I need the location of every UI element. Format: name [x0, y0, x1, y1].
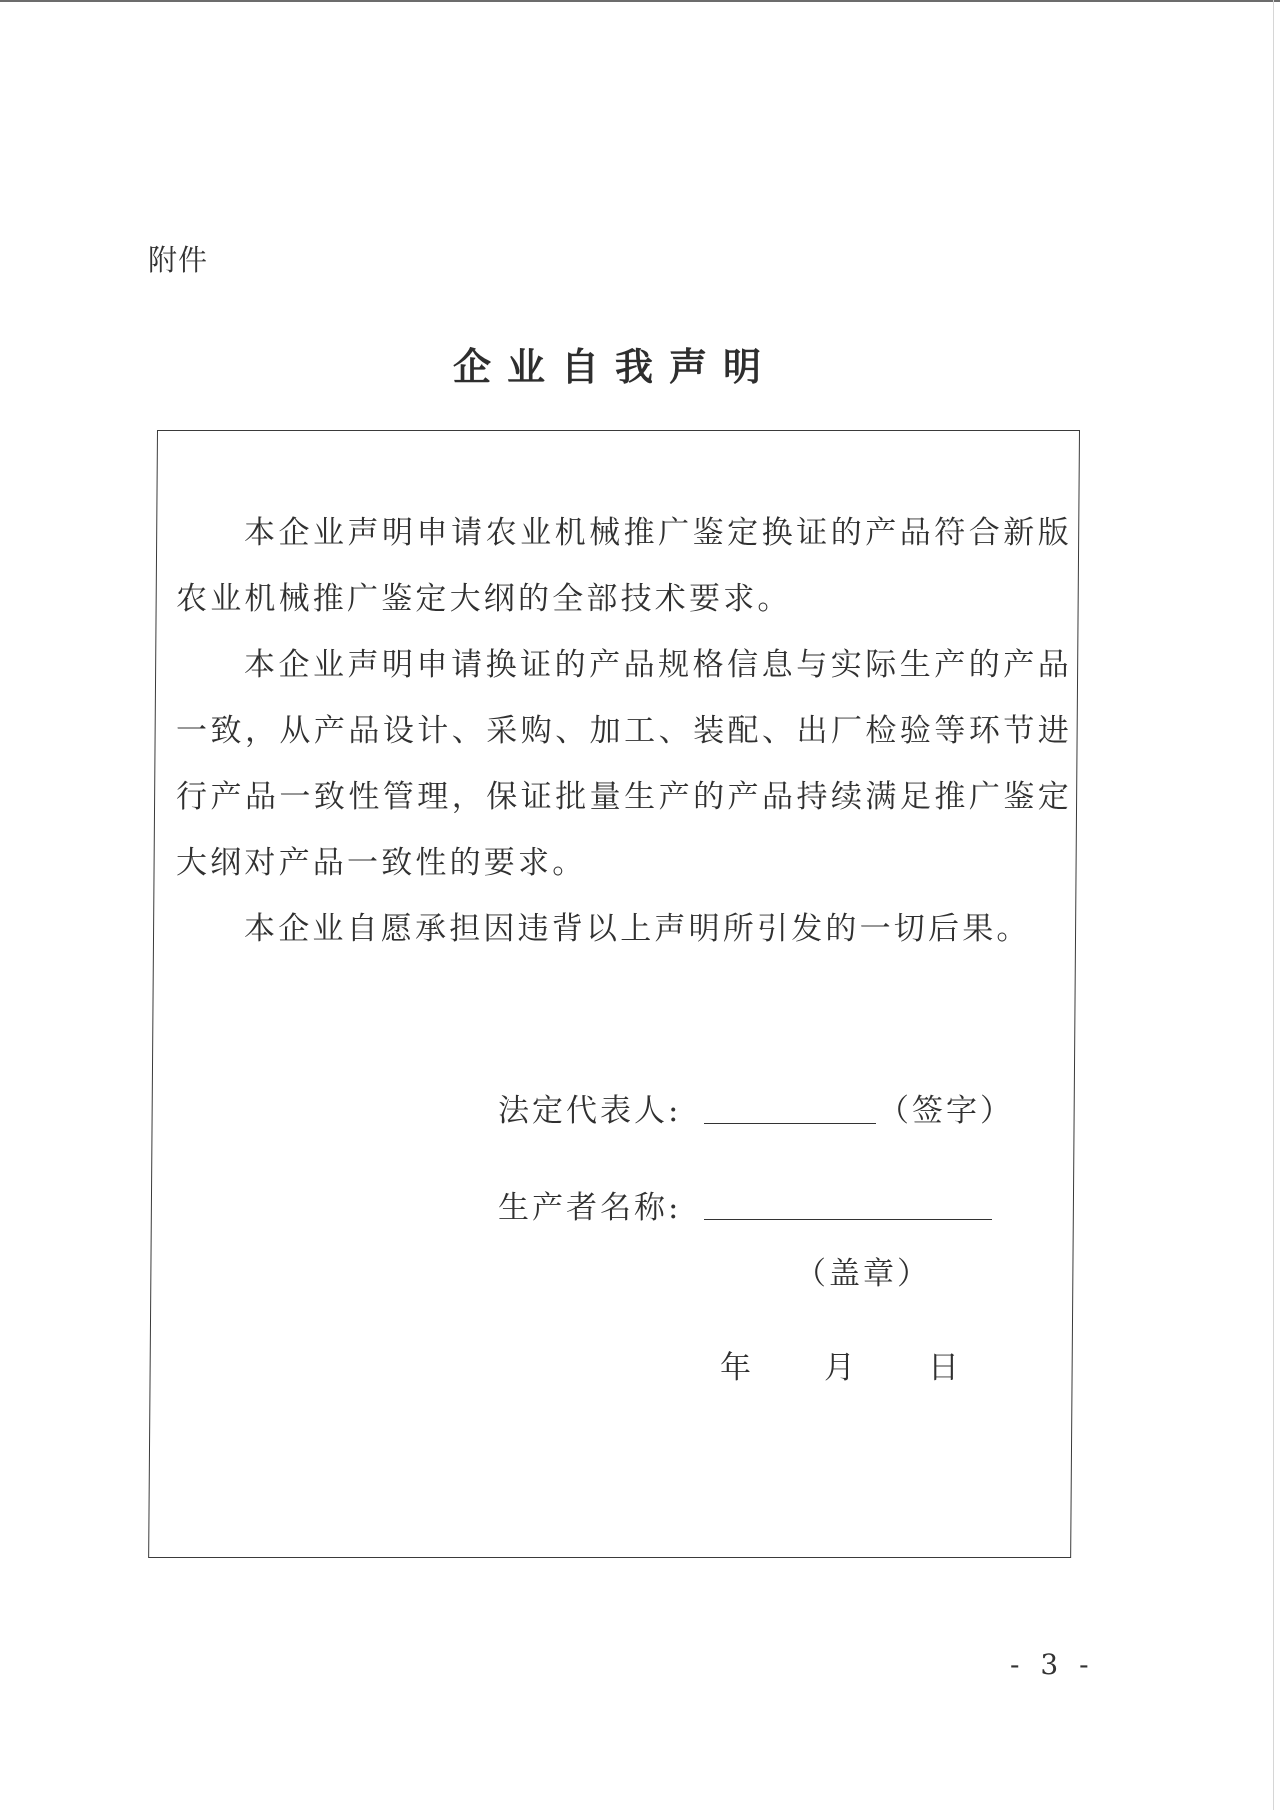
stamp-note: （盖章）: [795, 1256, 931, 1292]
producer-name-label: 生产者名称:: [498, 1190, 682, 1226]
declaration-body: [176, 500, 1072, 962]
date-day: 日: [928, 1350, 962, 1386]
legal-rep-signature-line[interactable]: [704, 1123, 876, 1124]
date-year: 年: [720, 1350, 754, 1386]
paragraph-technical-requirements: 本企业声明申请农业机械推广鉴定换证的产品符合新版农业机械推广鉴定大纲的全部技术要求。: [176, 515, 1072, 617]
legal-rep-sign-note: （签字）: [878, 1093, 1014, 1129]
paragraph-product-consistency: 本企业声明申请换证的产品规格信息与实际生产的产品一致，从产品设计、采购、加工、装配、出厂检验等环节进行产品一致性管理，保证批量生产的产品持续满足推广鉴定大纲对产品一致性的要求。: [176, 647, 1072, 881]
legal-rep-label: 法定代表人:: [498, 1093, 682, 1129]
producer-name-line[interactable]: [704, 1219, 992, 1220]
paragraph-liability: 本企业自愿承担因违背以上声明所引发的一切后果。: [244, 911, 1031, 947]
page-number: - 3 -: [1010, 1648, 1095, 1681]
scan-edge-right: [1273, 0, 1274, 1810]
attachment-label: 附件: [148, 243, 209, 277]
document-title: 企业自我声明: [452, 344, 777, 389]
date-month: 月: [824, 1350, 858, 1386]
scan-edge-top: [0, 0, 1280, 2]
